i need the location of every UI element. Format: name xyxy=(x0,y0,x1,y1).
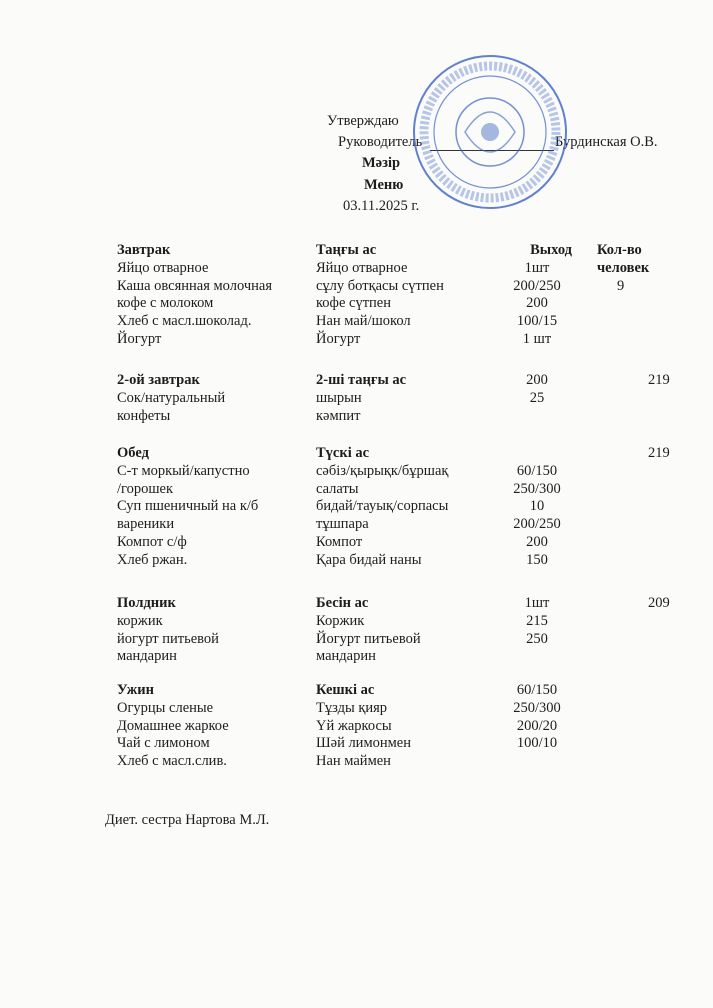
section-title: Ужин xyxy=(117,682,154,698)
menu-line: 100/15 xyxy=(516,313,558,330)
section-title: 2-ші таңғы ас xyxy=(316,372,407,388)
menu-line: 1шт xyxy=(524,259,550,276)
menu-line: Коржик xyxy=(316,612,365,629)
menu-line: 200 xyxy=(526,533,548,550)
count-header: Кол-во xyxy=(597,242,642,258)
director-name: Бурдинская О.В. xyxy=(555,134,658,150)
section-title: 2-ой завтрак xyxy=(117,372,200,388)
menu-line: Компот xyxy=(316,533,363,550)
menu-line: кәмпит xyxy=(316,407,361,424)
menu-line: шырын xyxy=(316,389,362,406)
menu-line: кофе сүтпен xyxy=(316,295,391,312)
menu-line: Каша овсянная молочная xyxy=(117,277,273,294)
menu-line: коржик xyxy=(117,612,163,629)
menu-line: тұшпара xyxy=(316,516,369,533)
section-ru-column xyxy=(117,682,229,771)
menu-line: С-т моркый/капустно xyxy=(117,462,250,479)
dietitian-signature: Диет. сестра Нартова М.Л. xyxy=(105,812,270,828)
menu-line: Яйцо отварное xyxy=(316,259,408,276)
menu-line: 1 шт xyxy=(522,330,552,347)
title-ru: Меню xyxy=(364,177,404,193)
section-out-column xyxy=(502,595,572,648)
section-title: Завтрак xyxy=(117,242,171,258)
menu-line: Шәй лимонмен xyxy=(316,735,412,752)
menu-line: Йогурт xyxy=(117,330,162,347)
section-title: Обед xyxy=(117,445,149,461)
menu-line: Йогурт xyxy=(316,330,361,347)
menu-line: вареники xyxy=(117,516,175,533)
menu-line: 200 xyxy=(526,295,548,312)
menu-line: Қара бидай наны xyxy=(316,551,422,568)
menu-line: Компот с/ф xyxy=(117,533,187,550)
menu-line: 25 xyxy=(529,389,545,406)
section-out-column xyxy=(502,682,572,753)
menu-line: /горошек xyxy=(117,480,174,497)
menu-line: конфеты xyxy=(117,407,171,424)
menu-line: 250/300 xyxy=(513,480,561,497)
menu-line: 250/300 xyxy=(513,699,561,716)
menu-line: Тұзды қияр xyxy=(316,699,388,716)
menu-line: 200/250 xyxy=(513,277,561,294)
menu-date: 03.11.2025 г. xyxy=(343,198,420,214)
menu-line: Хлеб ржан. xyxy=(117,551,188,568)
menu-line: Домашнее жаркое xyxy=(117,717,229,734)
menu-line: Хлеб с масл.шоколад. xyxy=(117,313,252,330)
section-title: Түскі ас xyxy=(316,445,370,461)
menu-line: 150 xyxy=(526,551,548,568)
count-header: человек xyxy=(597,259,650,276)
section-ru-column xyxy=(117,372,225,425)
menu-line: Суп пшеничный на к/б xyxy=(117,498,259,515)
section-kz-column xyxy=(316,445,448,570)
section-ru-column xyxy=(117,242,272,349)
section-out-column xyxy=(502,372,572,408)
menu-line: мандарин xyxy=(316,648,376,665)
menu-line: Яйцо отварное xyxy=(117,259,209,276)
menu-line: бидай/тауық/сорпасы xyxy=(316,498,449,515)
menu-line: 10 xyxy=(529,498,545,515)
section-out-column xyxy=(502,463,572,570)
section-title: Полдник xyxy=(117,595,176,611)
menu-line: кофе с молоком xyxy=(117,295,214,312)
approve-label: Утверждаю xyxy=(327,113,399,129)
role-label: Руководитель xyxy=(338,134,423,150)
menu-line: Үй жаркосы xyxy=(316,717,392,734)
official-stamp xyxy=(410,52,570,212)
menu-line: Нан маймен xyxy=(316,753,391,770)
menu-line: Чай с лимоном xyxy=(117,735,210,752)
menu-line: 200/250 xyxy=(513,516,561,533)
menu-line: сәбіз/қырықк/бұршақ xyxy=(316,462,449,479)
section-title: Кешкі ас xyxy=(316,682,375,698)
menu-line: 60/150 xyxy=(516,682,558,698)
section-ru-column xyxy=(117,595,219,666)
menu-line: 200/20 xyxy=(516,717,558,734)
section-ru-column xyxy=(117,445,258,570)
section-kz-column xyxy=(316,242,444,349)
menu-line: Хлеб с масл.слив. xyxy=(117,753,227,770)
menu-line: сұлу ботқасы сүтпен xyxy=(316,277,444,294)
section-title: Выход xyxy=(530,242,572,258)
menu-line: 250 xyxy=(526,630,548,647)
menu-line: 60/150 xyxy=(516,462,558,479)
menu-line: Йогурт питьевой xyxy=(316,630,421,647)
section-kz-column xyxy=(316,372,406,425)
people-count: 209 xyxy=(648,595,670,611)
section-kz-column xyxy=(316,682,411,771)
menu-line: мандарин xyxy=(117,648,177,665)
title-kz: Мәзір xyxy=(362,155,401,171)
menu-line: 1шт xyxy=(524,595,550,611)
section-kz-column xyxy=(316,595,421,666)
section-title: Бесін ас xyxy=(316,595,369,611)
menu-line: салаты xyxy=(316,480,359,497)
menu-line: йогурт питьевой xyxy=(117,630,219,647)
section-out-column xyxy=(502,242,572,349)
people-count: 9 xyxy=(617,277,625,294)
menu-line: 200 xyxy=(526,372,548,388)
section-title: Таңғы ас xyxy=(316,242,377,258)
menu-line: 100/10 xyxy=(516,735,558,752)
people-count: 219 xyxy=(648,445,670,461)
people-count: 219 xyxy=(648,372,670,388)
menu-line: Сок/натуральный xyxy=(117,389,226,406)
menu-line: Огурцы сленые xyxy=(117,699,214,716)
menu-line: 215 xyxy=(526,612,548,629)
menu-line: Нан май/шокол xyxy=(316,313,411,330)
